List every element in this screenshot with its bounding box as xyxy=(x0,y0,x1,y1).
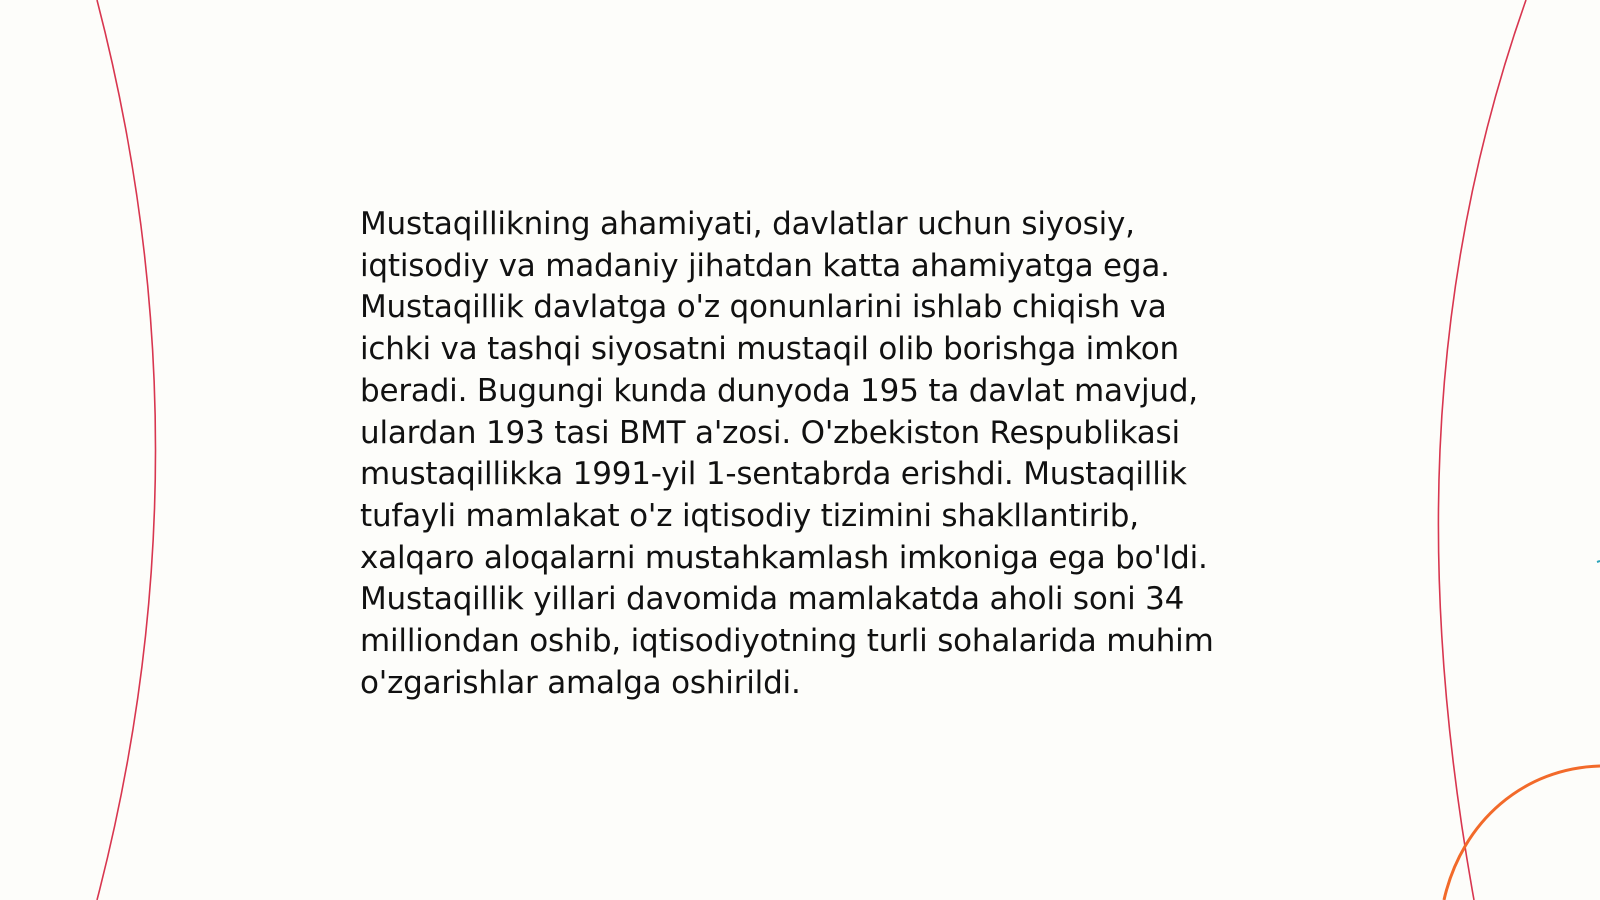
orange-circle-arc xyxy=(1444,766,1600,900)
left-arc xyxy=(97,0,156,900)
right-arc xyxy=(1438,0,1526,900)
body-paragraph: Mustaqillikning ahamiyati, davlatlar uchun siyosiy, iqtisodiy va madaniy jihatdan katta ahamiyatga ega. Mustaqillik davlatga o'z qonunlarini ishlab chiqish va ichki va tashqi siyosatni mustaqil olib borishga imkon beradi. Bugungi kunda dunyoda 195 ta davlat mavjud, ulardan 193 tasi BMT a'zosi. O'zbekiston Respublikasi mustaqillikka 1991-yil 1-sentabrda erishdi. Mustaqillik tufayli mamlakat o'z iqtisodiy tizimini shakllantirib, xalqaro aloqalarni mustahkamlash imkoniga ega bo'ldi. Mustaqillik yillari davomida mamlakatda aholi soni 34 milliondan oshib, iqtisodiyotning turli sohalarida muhim o'zgarishlar amalga oshirildi. xyxy=(360,206,1214,701)
